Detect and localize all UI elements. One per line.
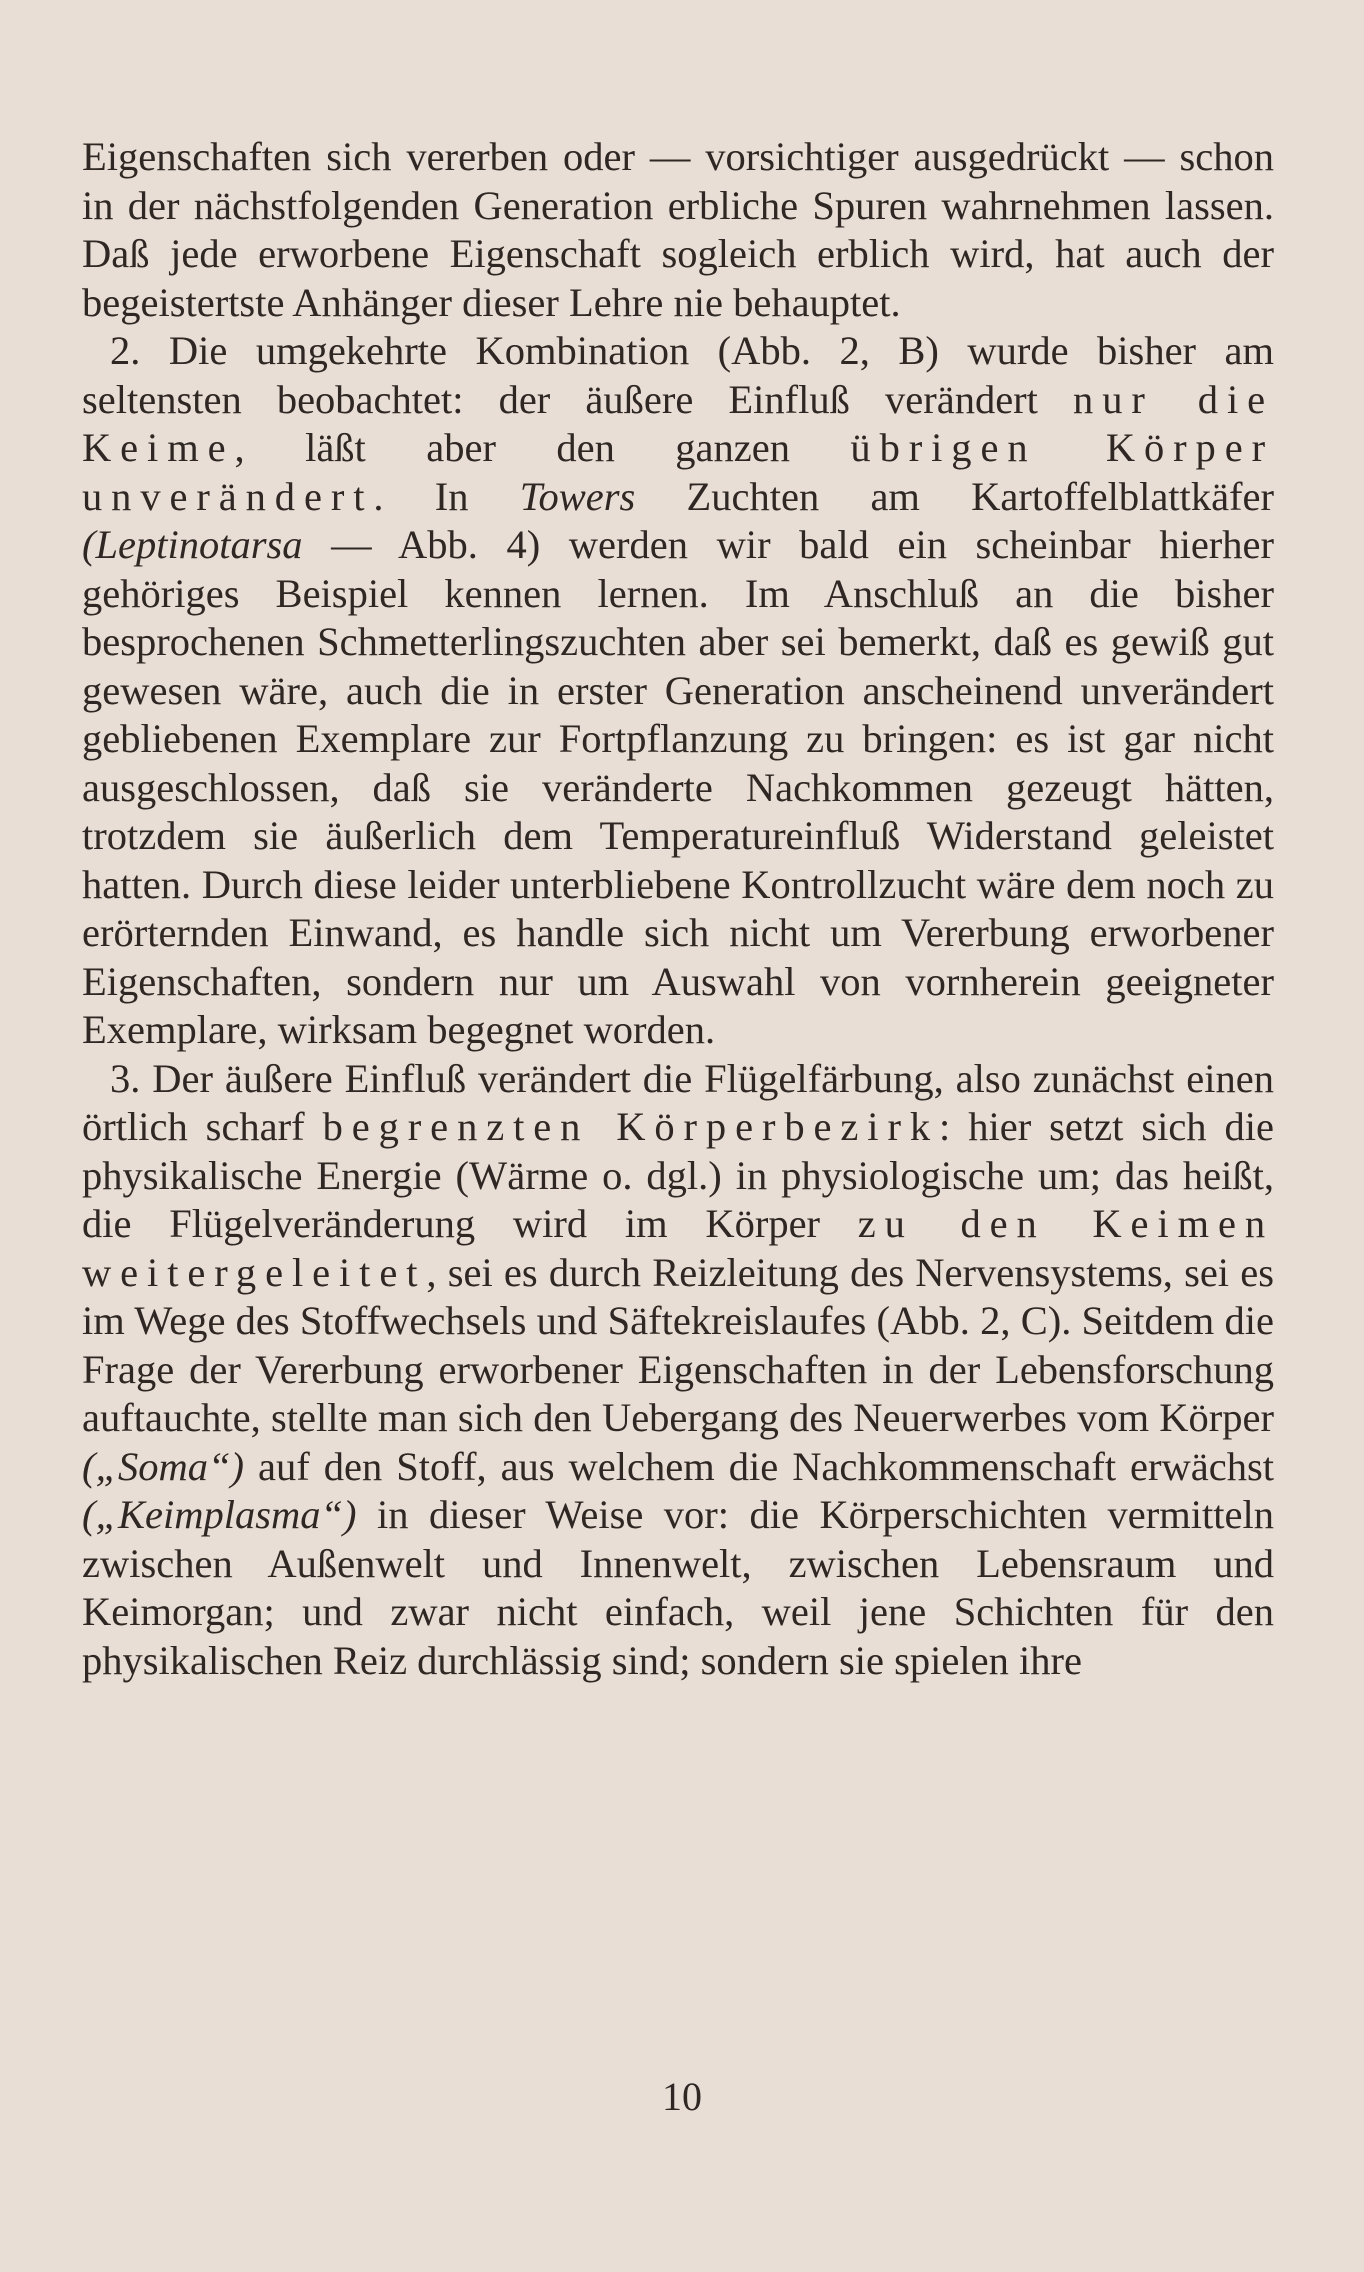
paragraph [82, 1055, 1274, 1686]
italic-term: („Soma“) [82, 1443, 245, 1489]
italic-name: Towers [519, 473, 636, 519]
text-run: : hier setzt sich die physikalische Energie (Wärme o. dgl.) in physiologische um; das heißt, die Flügelveränderung wird im Körper [82, 1104, 1274, 1246]
text-run: 2. Die umgekehrte Kombination (Abb. 2, B) wurde bisher am seltensten beobachtet: der äußere Einfluß verändert [82, 328, 1274, 422]
text-run: Zuchten am Kartoffelblattkäfer [635, 473, 1274, 519]
spaced-emphasis: zu den Keimen weitergeleitet [82, 1201, 1274, 1295]
body-text [82, 133, 1274, 1685]
spaced-emphasis: begrenzten Körperbezirk [322, 1104, 939, 1149]
italic-term: („Keimplasma“) [82, 1492, 357, 1537]
paragraph [82, 327, 1274, 1055]
text-run: , sei es durch Reizleitung des Nervensystems, sei es im Wege des Stoffwechsels und Säftekreislaufes (Abb. 2, C). Seitdem die Frage der Vererbung erworbener Eigenschaften in der Lebensforschung auftauchte, stellte man sich den Uebergang des Neuerwerbes vom Körper [82, 1249, 1274, 1440]
text-run: 3. Der äußere Einfluß verändert die Flügelfärbung, also zunächst einen örtlich scharf [82, 1055, 1274, 1149]
italic-name: (Leptinotarsa [82, 522, 303, 567]
text-run: auf den Stoff, aus welchem die Nachkommenschaft erwächst [244, 1443, 1274, 1489]
paragraph: Eigenschaften sich vererben oder — vorsichtiger ausgedrückt — schon in der nächstfolgenden Generation erbliche Spuren wahrnehmen lassen. Daß jede erworbene Eigenschaft sogleich erblich wird, hat auch der begeistertste Anhänger dieser Lehre nie behauptet. [82, 134, 1274, 325]
spaced-emphasis: nur die Keime [82, 376, 1274, 470]
spaced-emphasis: übrigen Körper unverändert [82, 425, 1274, 519]
text-run: . In [373, 473, 520, 519]
page-number: 10 [662, 2074, 702, 2119]
text-run: , läßt aber den ganzen [234, 425, 851, 470]
text-run: in dieser Weise vor: die Körperschichten vermitteln zwischen Außenwelt und Innenwelt, zwischen Lebensraum und Keimorgan; und zwar nicht einfach, weil jene Schichten für den physikalischen Reiz durchlässig sind; sondern sie spielen ihre [82, 1492, 1274, 1683]
text-run: — Abb. 4) werden wir bald ein scheinbar hierher gehöriges Beispiel kennen lernen. Im Anschluß an die bisher besprochenen Schmetterlingszuchten aber sei bemerkt, daß es gewiß gut gewesen wäre, auch die in erster Generation anscheinend unverändert gebliebenen Exemplare zur Fortpflanzung zu bringen: es ist gar nicht ausgeschlossen, daß sie veränderte Nachkommen gezeugt hätten, trotzdem sie äußerlich dem Temperatureinfluß Widerstand geleistet hatten. Durch diese leider unterbliebene Kontrollzucht wäre dem noch zu erörternden Einwand, es handle sich nicht um Vererbung erworbener Eigenschaften, sondern nur um Auswahl von vornherein geeigneter Exemplare, wirksam begegnet worden. [82, 522, 1274, 1052]
